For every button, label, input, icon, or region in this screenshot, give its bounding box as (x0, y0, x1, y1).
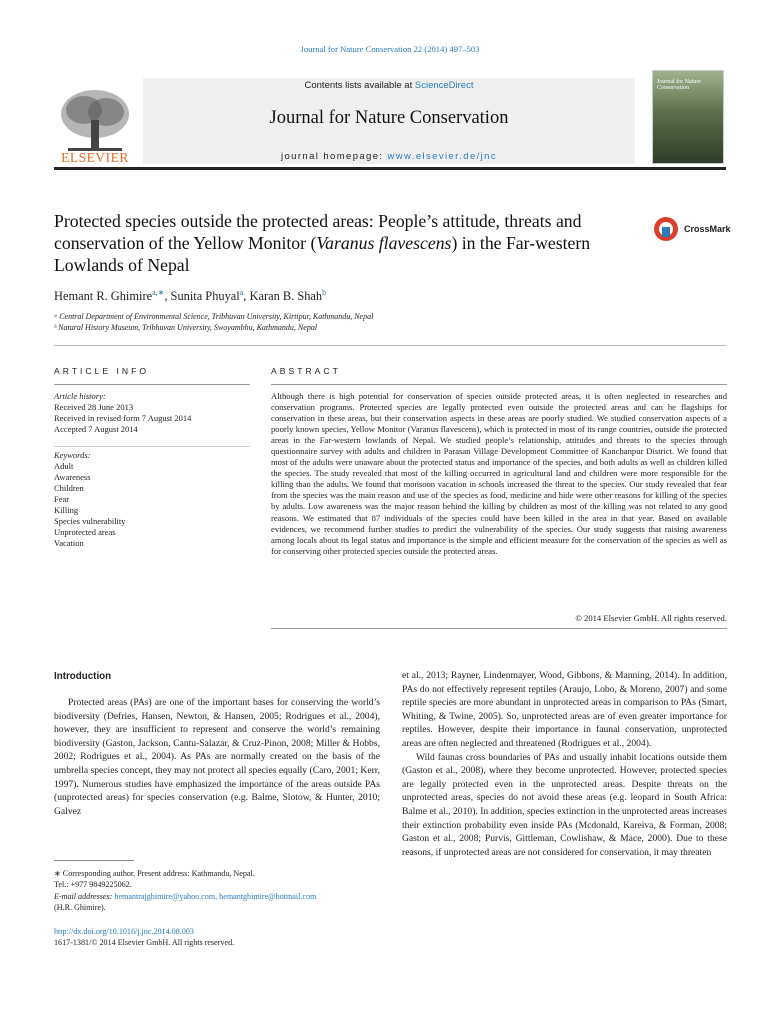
homepage-prefix: journal homepage: (280, 151, 388, 162)
intro-paragraph: Protected areas (PAs) are one of the important bases for conserving the world’s biodiversity (Defries, Hansen, Newton, & Hansen, 2005; Rodrigues et al., 2004), however, they are insufficient to represent and conserve the world’s remaining biodiversity (Gaston, Jackson, Cantu-Salazar, & Cruz-Pinon, 2008; Miller & Hobbs, 2002; Rodrigues et al., 2004). As PAs are normally created on the basis of the umbrella species concept, they may not protect all species equally (Caro, 2001; Kerr, 1997). Numerous studies have emphasized the importance of the areas outside PAs (unprotected areas) for species conservation (e.g. Balme, Slotow, & Hunter, 2010; Galvez (54, 697, 380, 817)
article-history (54, 391, 254, 435)
crossmark-label[interactable]: CrossMark (684, 224, 731, 234)
keyword: Fear (54, 494, 70, 504)
footnote-rule (54, 860, 134, 861)
history-label: Article history: (54, 391, 106, 401)
author-name[interactable]: Sunita Phuyal (170, 289, 240, 304)
journal-cover-thumbnail[interactable] (652, 70, 724, 164)
title-species-name: Varanus flavescens (316, 233, 452, 253)
author-superscript[interactable]: b (322, 288, 327, 297)
history-item: Received 28 June 2013 (54, 402, 134, 412)
email-owner: (H.R. Ghimire). (54, 902, 106, 912)
article-info-divider (54, 446, 250, 447)
author-name[interactable]: Karan B. Shah (249, 289, 323, 304)
article-title (54, 210, 644, 276)
affiliation-a: ᵃ Central Department of Environmental Science, Tribhuvan University, Kirtipur, Kathmandu, Nepal (54, 312, 374, 321)
author-list: Hemant R. Ghimire$^{a,∗}$, Sunita Phuyal$^a$, Karan B. Shah$^b$ (54, 288, 327, 304)
body-column-left (54, 696, 380, 818)
author-superscript[interactable]: a,∗ (152, 288, 165, 297)
journal-reference[interactable]: Journal for Nature Conservation 22 (2014) 497–503 (300, 44, 480, 54)
author-name[interactable]: Hemant R. Ghimire (54, 289, 153, 304)
keyword: Vacation (54, 538, 84, 548)
title-text-2: ) in the Far-western Lowlands of Nepal (54, 233, 591, 275)
doi-link[interactable]: http://dx.doi.org/10.1016/j.jnc.2014.08.003 (54, 927, 194, 936)
body-column-right (402, 669, 727, 859)
cover-title: Journal for Nature Conservation (657, 79, 701, 91)
introduction-heading: Introduction (54, 671, 112, 682)
history-item: Accepted 7 August 2014 (54, 424, 138, 434)
keyword: Species vulnerability (54, 516, 126, 526)
author-superscript[interactable]: a (239, 288, 244, 297)
header-rule (54, 167, 726, 170)
intro-paragraph-continued: et al., 2013; Rayner, Lindenmayer, Wood, Gibbons, & Manning, 2014). In addition, PAs do not effectively represent reptiles (Araujo, Lobo, & Moreno, 2007) and some reptile species are more abundant in unprotected areas in comparison to PAs (Smart, Whiting, & Twine, 2005). So, unprotected areas are of even greater importance for reptiles. However, despite their importance in faunal conservation, unprotected areas are often neglected and threatened (Rodrigues et al., 2004). (402, 670, 727, 749)
keyword: Unprotected areas (54, 527, 116, 537)
journal-homepage (143, 151, 635, 162)
sciencedirect-link[interactable]: ScienceDirect (414, 80, 474, 91)
abstract-heading: ABSTRACT (271, 366, 341, 376)
abstract-text: Although there is high potential for conservation of species outside protected areas, it is often neglected in researches and conservation programs. Protected species are legally protected even outside the protected areas and can be flagships for conservation in these areas, but their conservation aspects in these areas are poorly studied. We studied conservation aspects of a poorly known species, Yellow Monitor (Varanus flavescens), which is protected in most of its range countries, outside the protected areas in the Far-western lowlands of Nepal. We studied people’s relationship, attitudes and threats to the species through questionnaire survey with adults and children in Parasan Village Development Committee of Kanchanpur District. We found that most of the adults were unaware about the protected status and importance of the species, and both adults as well as children killed the species. The study revealed that most of the killing occurred in agricultural land and children were more responsible for the killing than the adults. We found that monsoon vacation in schools increased the threat to the species. Our study revealed that fear from the species was the main reason and use of the species as food, medicine and hide were other reasons for killing of the species by adults. Low awareness was the major reason behind the killing by children as most of the killing was not related to any good reasons. We estimated that 87 individuals of the species could have been killed in the area in that year. Based on available evidences, we recommend further studies to predict the vulnerability of the species. Our study suggests that raising awareness among locals about its legal status and importance is the simple and efficient measure for the conservation of the species as well as for conserving other protected species outside the protected areas. (271, 391, 727, 556)
issn-copyright: 1617-1381/© 2014 Elsevier GmbH. All rights reserved. (54, 938, 235, 948)
footnote (54, 868, 384, 913)
abstract-rule (271, 384, 727, 385)
contents-prefix: Contents lists available at (304, 80, 415, 91)
email-label: E-mail addresses: (54, 891, 115, 901)
keyword: Adult (54, 461, 74, 471)
keyword: Awareness (54, 472, 91, 482)
publisher-logo-text: ELSEVIER (61, 150, 129, 165)
telephone: Tel.: +977 9849225062. (54, 880, 132, 890)
article-info-heading: ARTICLE INFO (54, 366, 150, 376)
keywords-label: Keywords: (54, 450, 91, 460)
section-rule (54, 345, 726, 346)
title-text-1: Protected species outside the protected areas: People’s attitude, threats and conservation of the Yellow Monitor ( (54, 211, 582, 253)
homepage-link[interactable]: www.elsevier.de/jnc (387, 151, 498, 162)
keyword: Killing (54, 505, 79, 515)
affiliation-b: ᵇ Natural History Museum, Tribhuvan University, Swoyambhu, Kathmandu, Nepal (54, 323, 318, 332)
abstract-bottom-rule (271, 628, 727, 629)
email-links[interactable]: hemantrajghimire@yahoo.com, hemantghimire@hotmail.com (114, 891, 317, 901)
history-item: Received in revised form 7 August 2014 (54, 413, 192, 423)
abstract-copyright: © 2014 Elsevier GmbH. All rights reserved. (575, 613, 727, 623)
keywords-list (54, 450, 254, 549)
contents-line (143, 80, 635, 91)
keyword: Children (54, 483, 84, 493)
article-info-rule (54, 384, 250, 385)
doi-block (54, 926, 384, 949)
corresponding-author-note: ∗ Corresponding author. Present address: Kathmandu, Nepal. (54, 869, 255, 878)
intro-paragraph: Wild faunas cross boundaries of PAs and usually inhabit locations outside them (Gaston et al., 2008), where they become unprotected. However, protected species are legally protected even in the unprotected areas. Despite threats on the unprotected areas, species do not avoid these areas (e.g. leopard in South Africa: Balme et al., 2010). In addition, species extinction in the unprotected areas increases their extinction probability even inside PAs (Mcdonald, Kareiva, & Forman, 2008; Gaston et al., 2008; Purvis, Gittleman, Cowlishaw, & Mace, 2000). Due to these reasons, if unprotected areas are not considered for conservation, it may threaten (402, 751, 727, 858)
journal-title: Journal for Nature Conservation (269, 108, 509, 128)
